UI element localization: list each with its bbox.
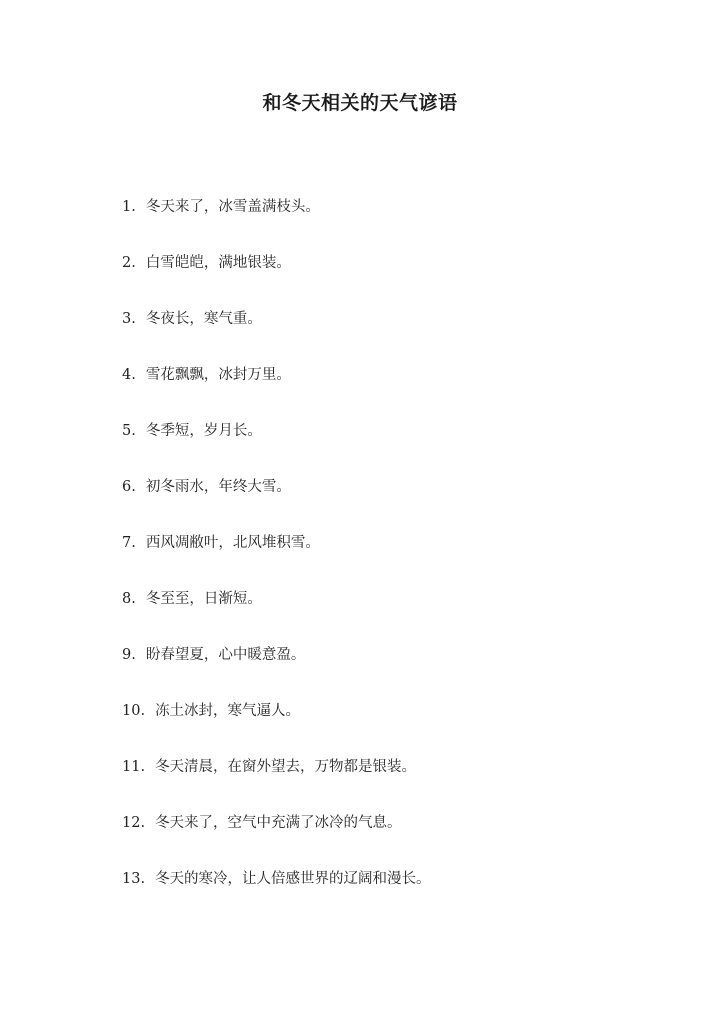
list-item <box>122 868 431 924</box>
list-item <box>122 308 431 364</box>
item-number: 4. <box>122 367 136 383</box>
list-item <box>122 812 431 868</box>
list-item <box>122 588 431 644</box>
list-item <box>122 756 431 812</box>
item-text: 冬季短，岁月长。 <box>145 423 262 439</box>
item-number: 3. <box>122 311 136 327</box>
item-text: 冬至至，日渐短。 <box>145 591 262 607</box>
list-item <box>122 252 431 308</box>
list-item <box>122 644 431 700</box>
list-item <box>122 532 431 588</box>
item-number: 13. <box>122 871 146 887</box>
item-number: 2. <box>122 255 136 271</box>
item-text: 初冬雨水，年终大雪。 <box>145 479 291 495</box>
item-number: 12. <box>122 815 146 831</box>
item-text: 雪花飘飘，冰封万里。 <box>145 367 291 383</box>
item-number: 7. <box>122 535 136 551</box>
list-item <box>122 420 431 476</box>
item-number: 11. <box>122 759 146 775</box>
item-number: 5. <box>122 423 136 439</box>
item-number: 1. <box>122 199 136 215</box>
list-item <box>122 700 431 756</box>
item-text: 冬天来了，冰雪盖满枝头。 <box>145 199 320 215</box>
item-number: 6. <box>122 479 136 495</box>
item-text: 冻土冰封，寒气逼人。 <box>155 703 301 719</box>
item-text: 冬天的寒冷，让人倍感世界的辽阔和漫长。 <box>155 871 431 887</box>
list-item <box>122 196 431 252</box>
item-number: 9. <box>122 647 136 663</box>
item-number: 8. <box>122 591 136 607</box>
item-text: 冬夜长，寒气重。 <box>145 311 262 327</box>
proverb-list <box>122 196 431 924</box>
list-item <box>122 476 431 532</box>
item-text: 西风凋敝叶，北风堆积雪。 <box>145 535 320 551</box>
list-item <box>122 364 431 420</box>
item-text: 盼春望夏，心中暖意盈。 <box>145 647 306 663</box>
item-text: 冬天来了，空气中充满了冰冷的气息。 <box>155 815 402 831</box>
item-text: 白雪皑皑，满地银装。 <box>145 255 291 271</box>
item-number: 10. <box>122 703 146 719</box>
document-title: 和冬天相关的天气谚语 <box>262 92 458 114</box>
item-text: 冬天清晨，在窗外望去，万物都是银装。 <box>155 759 417 775</box>
